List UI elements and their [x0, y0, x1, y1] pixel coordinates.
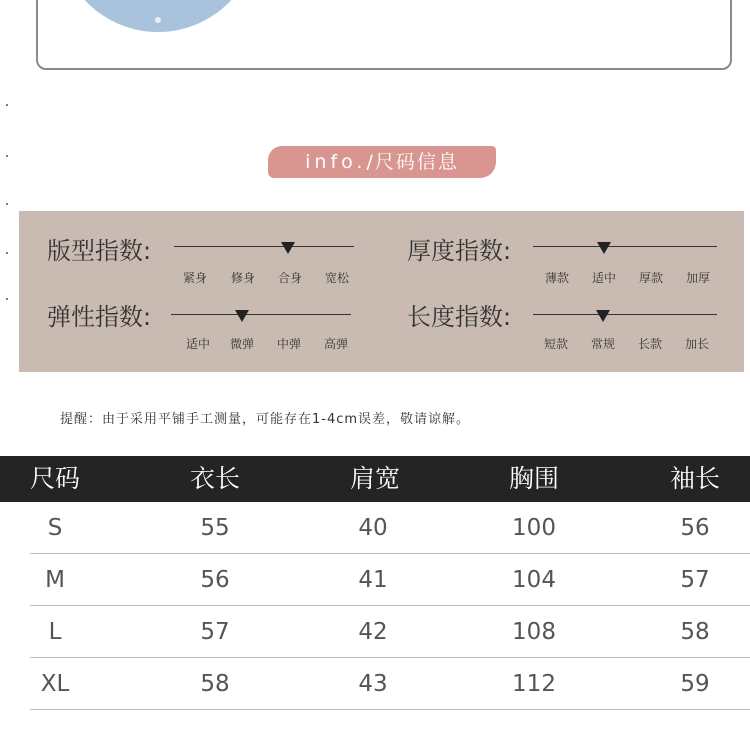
table-cell: 58	[200, 671, 230, 697]
thickness-index-tick: 适中	[591, 271, 617, 285]
elasticity-index-tick: 中弹	[276, 337, 302, 351]
fit-index-panel	[19, 211, 744, 372]
length-index-tick: 加长	[684, 337, 710, 351]
table-cell: 100	[512, 515, 556, 541]
banner-chinese: /尺码信息	[366, 151, 459, 173]
table-cell: 56	[680, 515, 710, 541]
table-cell: XL	[40, 671, 70, 697]
fit-index-tick: 紧身	[182, 271, 208, 285]
product-photo	[58, 0, 258, 32]
table-cell: 40	[358, 515, 388, 541]
length-index-tick: 常规	[590, 337, 616, 351]
measurement-note: 提醒：由于采用平铺手工测量，可能存在1-4cm误差，敬请谅解。	[60, 412, 471, 427]
table-cell: 104	[512, 567, 556, 593]
elasticity-index-title: 弹性指数:	[47, 303, 152, 331]
table-cell: 112	[512, 671, 556, 697]
table-cell: 55	[200, 515, 230, 541]
column-header-length: 衣长	[189, 464, 241, 493]
table-header	[0, 456, 750, 502]
table-row	[0, 606, 750, 658]
table-cell: 108	[512, 619, 556, 645]
fit-index-line	[174, 246, 354, 247]
shirt-button	[155, 17, 161, 23]
table-row	[0, 554, 750, 606]
thickness-index-tick: 加厚	[685, 271, 711, 285]
fit-index-tick: 宽松	[324, 271, 350, 285]
table-cell: 57	[680, 567, 710, 593]
length-index-tick: 长款	[637, 337, 663, 351]
column-header-sleeve: 袖长	[669, 464, 721, 493]
elasticity-index-line	[171, 314, 351, 315]
table-cell: M	[45, 567, 65, 593]
thickness-index-line	[533, 246, 717, 247]
fit-index-title: 版型指数:	[47, 237, 152, 265]
table-cell: 59	[680, 671, 710, 697]
column-header-chest: 胸围	[508, 464, 560, 493]
thickness-index-tick: 厚款	[638, 271, 664, 285]
table-row	[0, 502, 750, 554]
thickness-index-title: 厚度指数:	[407, 237, 512, 265]
table-cell: 42	[358, 619, 388, 645]
table-cell: S	[47, 515, 63, 541]
fit-index-tick: 修身	[230, 271, 256, 285]
elasticity-index-marker	[235, 310, 249, 322]
table-row	[0, 658, 750, 710]
table-cell: 57	[200, 619, 230, 645]
thickness-index-marker	[597, 242, 611, 254]
elasticity-index-tick: 高弹	[323, 337, 349, 351]
banner-english: info.	[305, 151, 367, 173]
length-index-tick: 短款	[543, 337, 569, 351]
fit-index-tick: 合身	[277, 271, 303, 285]
length-index-marker	[596, 310, 610, 322]
elasticity-index-tick: 适中	[185, 337, 211, 351]
length-index-title: 长度指数:	[407, 303, 512, 331]
fit-index-marker	[281, 242, 295, 254]
column-header-size: 尺码	[29, 464, 81, 493]
row-divider	[30, 709, 750, 710]
table-cell: 43	[358, 671, 388, 697]
elasticity-index-tick: 微弹	[229, 337, 255, 351]
table-cell: 56	[200, 567, 230, 593]
product-photo-card	[36, 0, 732, 70]
table-cell: 41	[358, 567, 388, 593]
section-banner	[268, 146, 496, 178]
table-cell: 58	[680, 619, 710, 645]
thickness-index-tick: 薄款	[544, 271, 570, 285]
table-cell: L	[48, 619, 62, 645]
column-header-shoulder: 肩宽	[349, 464, 401, 493]
length-index-line	[533, 314, 717, 315]
